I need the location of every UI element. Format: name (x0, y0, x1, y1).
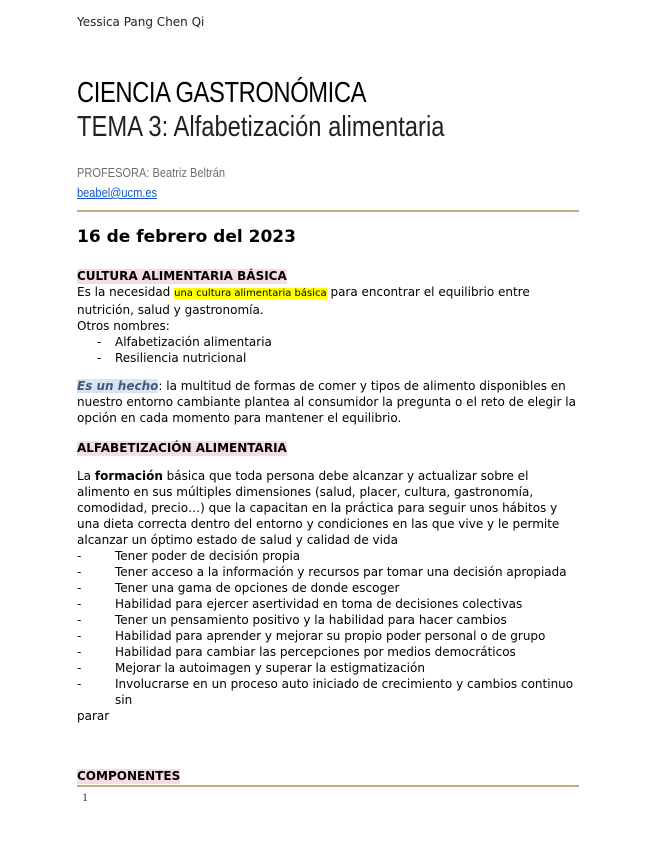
list-item: - Resiliencia nutricional (97, 351, 247, 365)
fact-text: : la multitud de formas de comer y tipos de alimento disponibles en nuestro entorno cambiante plantea al consumidor la pregunta o el reto de elegir la opción en cada momento para mantener el equilibrio. (77, 379, 576, 425)
list-item-text: Resiliencia nutricional (115, 351, 247, 365)
abilities-list (77, 548, 577, 708)
other-names-label: Otros nombres: (77, 319, 170, 333)
list-item: - Alfabetización alimentaria (97, 335, 272, 349)
title-block (77, 76, 587, 201)
alfabetizacion-paragraph (77, 468, 577, 548)
section-heading-cultura: CULTURA ALIMENTARIA BÁSICA (77, 269, 287, 283)
cultura-paragraph (77, 284, 577, 318)
list-item-text: Habilidad para cambiar las percepciones por medios democráticos (115, 645, 516, 659)
list-item: - Tener un pensamiento positivo y la habilidad para hacer cambios (77, 613, 507, 627)
list-item: - Involucrarse en un proceso auto iniciado de crecimiento y cambios continuo sin (77, 677, 574, 707)
list-item-text: Tener una gama de opciones de donde escoger (115, 581, 400, 595)
section-heading-componentes: COMPONENTES (77, 769, 181, 783)
section-heading-alfabetizacion: ALFABETIZACIÓN ALIMENTARIA (77, 441, 287, 455)
list-item: - Tener poder de decisión propia (77, 549, 301, 563)
list-item: - Tener una gama de opciones de donde escoger (77, 581, 400, 595)
list-item: - Tener acceso a la información y recursos par tomar una decisión apropiada (77, 565, 567, 579)
highlighted-phrase: una cultura alimentaria básica (174, 288, 327, 299)
list-item-text: Tener un pensamiento positivo y la habilidad para hacer cambios (115, 613, 507, 627)
list-item: - Habilidad para ejercer asertividad en toma de decisiones colectivas (77, 597, 523, 611)
fact-label: Es un hecho (77, 379, 159, 393)
list-item-text: Habilidad para ejercer asertividad en toma de decisiones colectivas (115, 597, 523, 611)
list-item-text: Mejorar la autoimagen y superar la estigmatización (115, 661, 425, 675)
professor-email-link[interactable]: beabel@ucm.es (77, 185, 158, 200)
list-item-text: Habilidad para aprender y mejorar su propio poder personal o de grupo (115, 629, 546, 643)
section-cultura (77, 268, 577, 426)
list-item: - Habilidad para aprender y mejorar su propio poder personal o de grupo (77, 629, 546, 643)
list-item: - Mejorar la autoimagen y superar la estigmatización (77, 661, 425, 675)
cultura-text-before: Es la necesidad (77, 285, 175, 299)
bottom-divider (77, 785, 579, 787)
list-item-text: Tener acceso a la información y recursos par tomar una decisión apropiada (115, 565, 567, 579)
page-header-author: Yessica Pang Chen Qi (77, 15, 205, 29)
intro-bold: formación (94, 469, 163, 483)
intro-after: básica que toda persona debe alcanzar y actualizar sobre el alimento en sus múltiples dimensiones (salud, placer, cultura, gastronomía, comodidad, precio…) que la capacitan en la práctica para seguir unos hábitos y una dieta correcta dentro del entorno y condiciones en las que vive y le permite alcanzar un óptimo estado de salud y calidad de vida (77, 469, 560, 547)
fact-paragraph (77, 378, 577, 426)
cultura-text-after: para encontrar el equilibrio entre nutrición, salud y gastronomía. (77, 285, 530, 317)
last-item-continuation: parar (77, 709, 110, 723)
list-item-text: Alfabetización alimentaria (115, 335, 272, 349)
date-heading: 16 de febrero del 2023 (77, 227, 296, 247)
topic-title: TEMA 3: Alfabetización alimentaria (77, 111, 445, 143)
course-title: CIENCIA GASTRONÓMICA (77, 77, 367, 109)
list-item-text: Tener poder de decisión propia (115, 549, 301, 563)
document-body (77, 226, 577, 784)
section-componentes (77, 768, 577, 784)
section-alfabetizacion (77, 440, 577, 724)
other-names-list (77, 334, 577, 366)
professor-name: PROFESORA: Beatriz Beltrán (77, 165, 226, 180)
page-number: 1 (82, 790, 88, 804)
list-item: - Habilidad para cambiar las percepciones por medios democráticos (77, 645, 516, 659)
intro-before: La (77, 469, 95, 483)
top-divider (77, 210, 579, 212)
list-item-text: Involucrarse en un proceso auto iniciado de crecimiento y cambios continuo sin (115, 677, 574, 707)
